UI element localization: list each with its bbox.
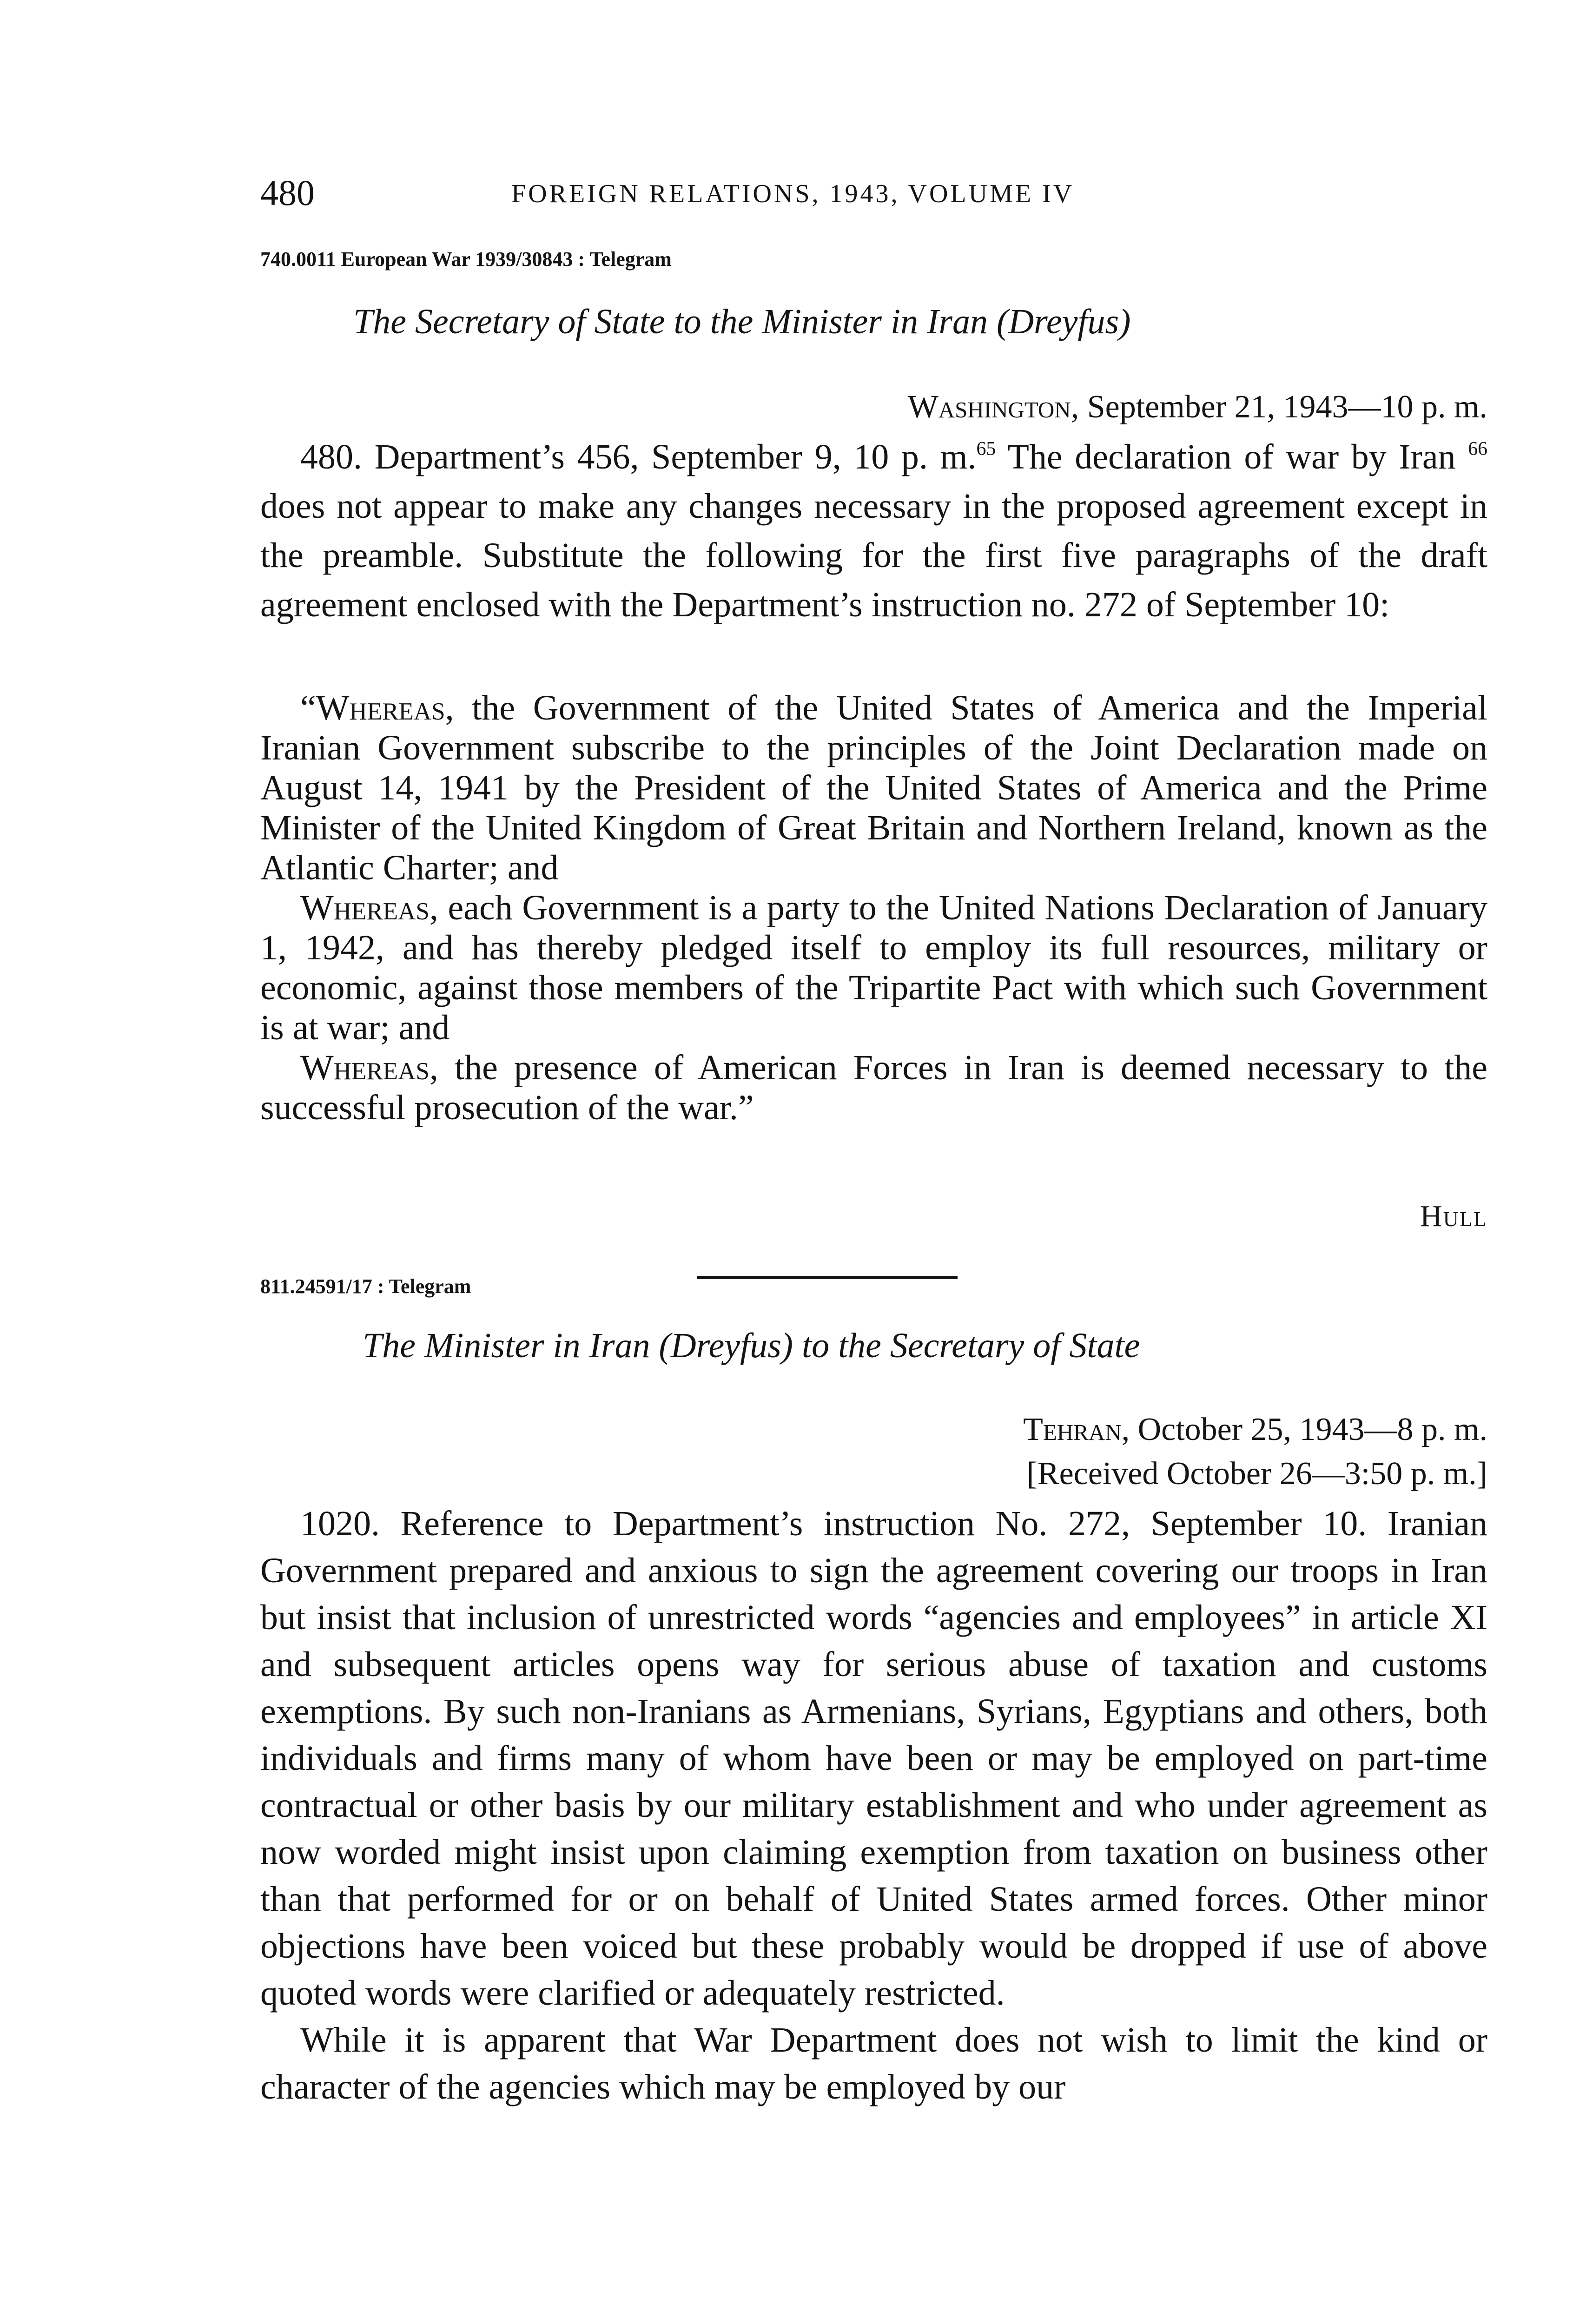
doc2-received-line: [Received October 26—3:50 p. m.]	[1026, 1456, 1487, 1492]
doc1-dateline-date: , September 21, 1943—10 p. m.	[1071, 389, 1487, 425]
doc2-body	[260, 1500, 1487, 2111]
running-head	[260, 167, 1487, 218]
doc1-dateline-place: Washington	[907, 389, 1071, 425]
footnote-ref-65: 65	[976, 438, 996, 460]
doc2-paragraph-2: While it is apparent that War Department does not wish to limit the kind or character of the agencies which may be employed by our	[260, 2020, 1487, 2106]
running-title: FOREIGN RELATIONS, 1943, VOLUME IV	[511, 179, 1075, 208]
doc2-file-reference: 811.24591/17 : Telegram	[260, 1275, 471, 1298]
whereas-word: Whereas	[300, 1048, 430, 1087]
doc1-quoted-preamble	[260, 688, 1487, 1128]
footnote-ref-66: 66	[1468, 438, 1487, 460]
quote-text-3: , the presence of American Forces in Iran is deemed necessary to the successful prosecution of the war.”	[260, 1048, 1487, 1127]
doc1-body	[260, 432, 1487, 629]
doc1-dateline	[260, 386, 1487, 429]
doc1-body-cont-1: The declaration of war by Iran	[996, 437, 1468, 476]
doc2-dateline	[260, 1408, 1487, 1451]
quote-paragraph-3	[260, 1048, 1487, 1128]
section-separator	[697, 1276, 958, 1279]
doc1-file-reference: 740.0011 European War 1939/30843 : Telegram	[260, 248, 672, 271]
whereas-word: Whereas	[300, 888, 430, 927]
quote-paragraph-2	[260, 888, 1487, 1048]
quote-open-mark: “	[300, 688, 316, 727]
doc2-paragraph-1: 1020. Reference to Department’s instruction No. 272, September 10. Iranian Government prepared and anxious to sign the agreement covering our troops in Iran but insist that inclusion of unrestricted words “agencies and employees” in article XI and subsequent articles opens way for serious abuse of taxation and customs exemptions. By such non-Iranians as Armenians, Syrians, Egyptians and others, both individuals and firms many of whom have been or may be employed on part-time contractual or other basis by our military establishment and who under agreement as now worded might insist upon claiming exemption from taxation on business other than that performed for or on behalf of United States armed forces. Other minor objections have been voiced but these probably would be dropped if use of above quoted words were clarified or adequately restricted.	[260, 1504, 1487, 2013]
doc1-body-start: 480. Department’s 456, September 9, 10 p. m.	[300, 437, 977, 476]
quote-paragraph-1	[260, 688, 1487, 888]
doc2-title: The Minister in Iran (Dreyfus) to the Secretary of State	[363, 1326, 1140, 1365]
doc1-title: The Secretary of State to the Minister in Iran (Dreyfus)	[353, 302, 1131, 341]
quote-text-1: , the Government of the United States of America and the Imperial Iranian Government subscribe to the principles of the Joint Declaration made on August 14, 1941 by the President of the United States of America and the Prime Minister of the United Kingdom of Great Britain and Northern Ireland, known as the Atlantic Charter; and	[260, 688, 1487, 887]
doc1-signature: Hull	[1420, 1199, 1487, 1233]
whereas-word: Whereas	[316, 688, 445, 727]
doc2-dateline-date: , October 25, 1943—8 p. m.	[1121, 1412, 1487, 1447]
doc2-dateline-place: Tehran	[1023, 1412, 1122, 1447]
quote-text-2: , each Government is a party to the United Nations Declaration of January 1, 1942, and has thereby pledged itself to employ its full resources, military or economic, against those members of the Tripartite Pact with which such Government is at war; and	[260, 888, 1487, 1047]
doc1-paragraph	[260, 432, 1487, 629]
page-number: 480	[260, 172, 315, 213]
doc1-body-cont-2: does not appear to make any changes necessary in the proposed agreement except in the preamble. Substitute the following for the first five paragraphs of the draft agreement enclosed with the Department’s instruction no. 272 of September 10:	[260, 487, 1487, 624]
